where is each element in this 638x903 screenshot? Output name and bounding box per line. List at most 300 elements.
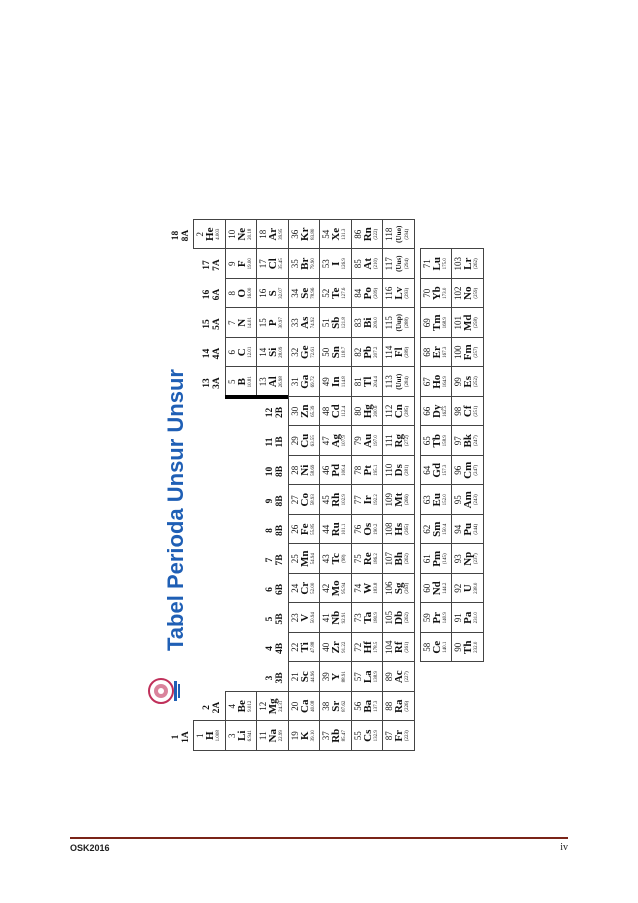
atomic-mass: 138.9: [373, 671, 379, 683]
atomic-mass: (266): [405, 494, 410, 506]
atomic-number: 22: [289, 642, 300, 652]
element-cell: [451, 573, 484, 604]
group-subgroup: 8B: [275, 465, 285, 478]
element-cell: [351, 721, 384, 752]
atomic-number: 34: [289, 288, 300, 298]
element-cell: [420, 573, 453, 604]
atomic-number: 109: [384, 493, 394, 507]
element-symbol: Rf: [393, 641, 405, 654]
atomic-number: 106: [384, 581, 394, 595]
atomic-number: 21: [289, 672, 300, 682]
atomic-mass: 186.2: [373, 553, 379, 565]
group-number: 16: [202, 289, 212, 300]
atomic-number: 93: [453, 554, 463, 564]
atomic-number: 6: [226, 350, 237, 355]
element-cell: [420, 603, 453, 634]
atomic-number: 74: [352, 583, 363, 593]
element-cell: [288, 278, 321, 309]
atomic-number: 116: [384, 286, 394, 300]
atomic-mass: 30.97: [279, 317, 284, 329]
atomic-number: 8: [226, 291, 237, 296]
atomic-number: 66: [421, 406, 432, 416]
atomic-number: 1: [195, 733, 205, 738]
group-header: [265, 429, 285, 455]
atomic-mass: 140.1: [442, 641, 448, 653]
atomic-mass: (252): [474, 376, 479, 388]
atomic-number: 45: [321, 495, 331, 505]
periodic-table: [141, 193, 479, 763]
atomic-mass: 107.9: [342, 435, 347, 447]
element-cell: [288, 662, 321, 693]
element-symbol: Ir: [361, 495, 374, 505]
atomic-mass: 72.61: [310, 346, 316, 358]
element-cell: [256, 308, 289, 339]
element-cell: [288, 249, 321, 280]
element-cell: [420, 337, 453, 368]
element-symbol: Bi: [361, 317, 374, 328]
atomic-mass: 121.8: [342, 317, 347, 329]
atomic-number: 16: [258, 288, 268, 298]
group-number: 17: [202, 260, 212, 270]
element-symbol: Se: [298, 287, 311, 299]
group-subgroup: 5B: [275, 613, 285, 625]
atomic-mass: (281): [405, 464, 410, 476]
element-symbol: Ac: [393, 670, 405, 684]
element-cell: [420, 249, 453, 280]
element-symbol: (Uut): [395, 373, 403, 390]
atomic-mass: 32.07: [279, 287, 284, 299]
atomic-mass: 79.90: [310, 258, 316, 270]
element-cell: [288, 544, 321, 575]
element-symbol: Ra: [393, 699, 405, 713]
element-cell: [420, 632, 453, 663]
element-symbol: Er: [430, 346, 443, 359]
atomic-number: 5: [226, 379, 237, 384]
element-cell: [225, 367, 258, 398]
element-cell: [256, 691, 289, 722]
atomic-number: 31: [289, 377, 300, 387]
element-symbol: Be: [235, 700, 248, 713]
element-symbol: Li: [235, 730, 248, 741]
element-cell: [319, 367, 352, 398]
element-cell: [420, 278, 453, 309]
atomic-number: 83: [352, 318, 363, 328]
element-cell: [319, 514, 352, 545]
element-cell: [319, 721, 352, 752]
group-header: [265, 577, 285, 603]
element-cell: [382, 485, 415, 516]
atomic-number: 115: [384, 316, 394, 330]
group-subgroup: 2A: [212, 701, 222, 714]
atomic-mass: 10.81: [247, 376, 253, 388]
element-symbol: Db: [393, 610, 405, 625]
element-symbol: C: [235, 348, 248, 357]
element-cell: [451, 278, 484, 309]
atomic-number: 67: [421, 377, 432, 387]
element-symbol: Na: [267, 729, 279, 743]
atomic-mass: (294): [405, 258, 410, 270]
element-cell: [451, 308, 484, 339]
atomic-mass: (210): [373, 258, 379, 270]
atomic-mass: 127.6: [342, 287, 347, 299]
atomic-number: 37: [321, 731, 331, 741]
atomic-number: 20: [289, 701, 300, 711]
element-symbol: Cr: [298, 581, 311, 595]
atomic-number: 28: [289, 465, 300, 475]
atomic-mass: 28.09: [279, 346, 284, 358]
element-symbol: Pa: [462, 611, 474, 624]
element-symbol: Po: [361, 287, 374, 300]
group-number: 14: [202, 348, 212, 359]
element-symbol: Bk: [462, 434, 474, 448]
atomic-number: 4: [226, 704, 237, 709]
element-cell: [225, 337, 258, 368]
atomic-number: 80: [352, 406, 363, 416]
element-symbol: Dy: [430, 404, 443, 418]
element-cell: [319, 544, 352, 575]
atomic-number: 54: [321, 229, 331, 239]
element-cell: [351, 367, 384, 398]
group-number: 6: [265, 587, 275, 592]
element-symbol: Rb: [330, 728, 342, 743]
element-cell: [225, 308, 258, 339]
atomic-number: 24: [289, 583, 300, 593]
atomic-mass: 47.88: [310, 641, 316, 653]
element-cell: [351, 308, 384, 339]
atomic-mass: 39.10: [310, 730, 316, 742]
atomic-number: 79: [352, 436, 363, 446]
atomic-mass: (262): [405, 612, 410, 624]
atomic-number: 36: [289, 229, 300, 239]
atomic-mass: (243): [474, 494, 479, 506]
atomic-number: 118: [384, 227, 394, 241]
group-header: [265, 606, 285, 632]
element-symbol: Zr: [330, 641, 342, 654]
atomic-number: 73: [352, 613, 363, 623]
element-symbol: Fl: [393, 347, 405, 358]
atomic-mass: 78.96: [310, 287, 316, 299]
atomic-mass: 118.7: [342, 346, 347, 358]
element-cell: [256, 367, 289, 398]
atomic-mass: 14.01: [247, 317, 253, 329]
atomic-mass: 35.45: [279, 258, 284, 270]
atomic-mass: 157.3: [442, 464, 448, 476]
atomic-mass: 140.9: [442, 612, 448, 624]
element-symbol: Xe: [330, 227, 342, 241]
element-symbol: Ni: [298, 464, 311, 476]
element-symbol: Mt: [393, 492, 405, 507]
group-subgroup: 8B: [275, 524, 285, 537]
element-symbol: Sm: [430, 521, 443, 537]
atomic-number: 26: [289, 524, 300, 534]
element-symbol: Sn: [330, 346, 342, 359]
element-symbol: Bh: [393, 552, 405, 566]
atomic-number: 95: [453, 495, 463, 505]
atomic-number: 76: [352, 524, 363, 534]
element-cell: [351, 514, 384, 545]
atomic-mass: (258): [474, 317, 479, 329]
atomic-mass: 144.2: [442, 582, 448, 594]
element-cell: [382, 632, 415, 663]
atomic-mass: 40.08: [310, 700, 316, 712]
atomic-number: 25: [289, 554, 300, 564]
element-symbol: K: [298, 731, 311, 741]
atomic-mass: 152.0: [442, 494, 448, 506]
element-symbol: W: [361, 582, 374, 594]
group-number: 11: [265, 437, 275, 447]
atomic-number: 42: [321, 583, 331, 593]
atomic-number: 35: [289, 259, 300, 269]
element-cell: [319, 396, 352, 427]
group-header: [265, 547, 285, 573]
element-symbol: Pm: [430, 550, 443, 567]
element-symbol: Nd: [430, 581, 443, 596]
element-cell: [288, 573, 321, 604]
group-subgroup: 7A: [212, 259, 222, 271]
group-number: 7: [265, 557, 275, 563]
atomic-number: 51: [321, 318, 331, 328]
element-cell: [382, 426, 415, 457]
atomic-mass: 231.0: [474, 612, 479, 624]
atomic-number: 107: [384, 552, 394, 566]
atomic-number: 81: [352, 377, 363, 387]
element-cell: [351, 426, 384, 457]
atomic-number: 77: [352, 495, 363, 505]
group-number: 9: [265, 498, 275, 504]
atomic-mass: 24.31: [279, 700, 284, 712]
group-number: 18: [170, 230, 181, 241]
atomic-mass: 58.69: [310, 464, 316, 476]
element-symbol: Sr: [330, 700, 342, 712]
element-symbol: Pb: [361, 345, 374, 359]
element-cell: [382, 691, 415, 722]
element-symbol: H: [204, 731, 216, 741]
atomic-mass: (226): [405, 700, 410, 712]
element-cell: [256, 249, 289, 280]
element-symbol: V: [298, 613, 311, 622]
element-cell: [420, 367, 453, 398]
element-cell: [420, 396, 453, 427]
group-subgroup: 7B: [275, 554, 285, 566]
atomic-number: 32: [289, 347, 300, 357]
element-cell: [420, 485, 453, 516]
element-symbol: (Uus): [395, 255, 403, 272]
element-cell: [225, 219, 258, 250]
atomic-number: 89: [384, 672, 394, 682]
group-number: 1: [170, 734, 181, 740]
element-cell: [288, 219, 321, 250]
element-cell: [288, 367, 321, 398]
element-symbol: Np: [462, 551, 474, 566]
element-cell: [451, 514, 484, 545]
atomic-mass: (285): [405, 405, 410, 417]
atomic-mass: 9.012: [247, 700, 253, 712]
element-symbol: Zn: [298, 404, 311, 418]
atomic-mass: 173.0: [442, 287, 448, 299]
atomic-mass: 180.9: [373, 612, 379, 624]
atomic-number: 43: [321, 554, 331, 564]
atomic-mass: (251): [474, 405, 479, 417]
element-symbol: Ta: [361, 611, 374, 624]
atomic-number: 59: [421, 613, 432, 623]
atomic-mass: 204.4: [373, 376, 379, 388]
group-number: 3: [265, 675, 275, 681]
element-symbol: Au: [361, 433, 374, 448]
atomic-mass: 26.98: [279, 376, 284, 388]
element-cell: [420, 426, 453, 457]
atomic-mass: (244): [474, 523, 479, 535]
atomic-mass: 183.8: [373, 582, 379, 594]
group-subgroup: 8A: [180, 229, 191, 242]
group-subgroup: 3A: [212, 377, 222, 389]
element-symbol: Hs: [393, 522, 405, 536]
atomic-mass: 132.9: [373, 730, 379, 742]
atomic-mass: 54.94: [310, 553, 316, 565]
element-cell: [382, 308, 415, 339]
atomic-mass: 106.4: [342, 464, 347, 476]
atomic-mass: (145): [442, 553, 448, 565]
atomic-mass: 195.1: [373, 464, 379, 476]
atomic-mass: (284): [405, 376, 410, 388]
atomic-mass: 69.72: [310, 376, 316, 388]
element-symbol: Th: [462, 640, 474, 654]
atomic-number: 2: [195, 232, 205, 237]
element-symbol: O: [235, 288, 248, 298]
atomic-mass: 164.9: [442, 376, 448, 388]
atomic-number: 96: [453, 465, 463, 475]
element-cell: [319, 632, 352, 663]
atomic-mass: 92.91: [342, 612, 347, 624]
element-symbol: Pr: [430, 611, 443, 624]
group-number: 2: [202, 705, 212, 710]
element-symbol: Ho: [430, 374, 443, 389]
element-symbol: Sg: [393, 582, 405, 595]
group-number: 10: [265, 466, 275, 477]
element-symbol: Rn: [361, 227, 374, 242]
atomic-number: 48: [321, 406, 331, 416]
element-cell: [319, 662, 352, 693]
element-cell: [288, 514, 321, 545]
atomic-mass: 12.01: [247, 346, 253, 358]
atomic-number: 41: [321, 613, 331, 623]
atomic-mass: 126.9: [342, 258, 347, 270]
element-cell: [319, 308, 352, 339]
atomic-number: 65: [421, 436, 432, 446]
atomic-mass: 58.93: [310, 494, 316, 506]
element-cell: [288, 337, 321, 368]
atomic-number: 64: [421, 465, 432, 475]
element-symbol: Fe: [298, 523, 311, 536]
element-symbol: (Uup): [395, 314, 403, 332]
atomic-number: 30: [289, 406, 300, 416]
element-cell: [451, 485, 484, 516]
element-cell: [451, 249, 484, 280]
group-header: [171, 223, 191, 249]
atomic-number: 40: [321, 642, 331, 652]
atomic-number: 108: [384, 522, 394, 536]
atomic-number: 60: [421, 583, 432, 593]
atomic-mass: 4.003: [216, 228, 221, 240]
atomic-number: 19: [289, 731, 300, 741]
atomic-mass: (259): [474, 287, 479, 299]
element-symbol: U: [462, 584, 474, 593]
element-symbol: Cn: [393, 404, 405, 419]
element-symbol: Ag: [330, 434, 342, 448]
document-title: Tabel Perioda Unsur Unsur: [163, 369, 188, 651]
element-cell: [382, 544, 415, 575]
atomic-number: 58: [421, 642, 432, 652]
atomic-mass: (265): [405, 523, 410, 535]
atomic-mass: (261): [405, 641, 410, 653]
atomic-mass: 150.4: [442, 523, 448, 535]
element-cell: [382, 278, 415, 309]
atomic-number: 62: [421, 524, 432, 534]
atomic-mass: 16.00: [247, 287, 253, 299]
group-number: 15: [202, 319, 212, 329]
metal-nonmetal-staircase: [225, 395, 288, 399]
group-subgroup: 3B: [275, 672, 285, 684]
group-subgroup: 6B: [275, 583, 285, 596]
atomic-mass: (294): [405, 228, 410, 240]
atomic-number: 18: [258, 229, 268, 239]
element-symbol: Pd: [330, 463, 342, 477]
element-cell: [351, 219, 384, 250]
footer-page-number: iv: [560, 842, 568, 853]
group-subgroup: 5A: [212, 318, 222, 330]
atomic-number: 63: [421, 495, 432, 505]
atomic-number: 112: [384, 404, 394, 418]
element-cell: [382, 662, 415, 693]
atomic-mass: 238.0: [474, 582, 479, 594]
atomic-mass: 207.2: [373, 346, 379, 358]
atomic-number: 111: [384, 434, 394, 448]
atomic-mass: 63.55: [310, 435, 316, 447]
atomic-number: 113: [384, 375, 394, 389]
atomic-mass: (288): [405, 317, 410, 329]
element-cell: [319, 573, 352, 604]
group-header: [202, 341, 222, 367]
element-symbol: Eu: [430, 493, 443, 507]
element-cell: [319, 603, 352, 634]
element-symbol: Tb: [430, 434, 443, 448]
atomic-number: 117: [384, 257, 394, 271]
element-symbol: Co: [298, 493, 311, 507]
group-subgroup: 2B: [275, 406, 285, 419]
element-cell: [256, 337, 289, 368]
atomic-number: 9: [226, 261, 237, 266]
atomic-mass: 6.941: [247, 730, 253, 742]
element-symbol: Nb: [330, 610, 342, 625]
atomic-mass: 65.39: [310, 405, 316, 417]
element-symbol: I: [330, 261, 342, 266]
element-cell: [351, 691, 384, 722]
group-header: [265, 636, 285, 662]
element-cell: [351, 662, 384, 693]
atomic-mass: 197.0: [373, 435, 379, 447]
atomic-number: 46: [321, 465, 331, 475]
element-symbol: Cd: [330, 404, 342, 419]
atomic-number: 105: [384, 611, 394, 625]
atomic-mass: 167.3: [442, 346, 448, 358]
atomic-number: 12: [258, 701, 268, 711]
element-symbol: Ba: [361, 699, 374, 713]
element-symbol: Ga: [298, 374, 311, 389]
element-symbol: Te: [330, 287, 342, 299]
atomic-mass: 39.95: [279, 228, 284, 240]
atomic-mass: 175.0: [442, 258, 448, 270]
element-cell: [288, 426, 321, 457]
atomic-mass: 95.94: [342, 582, 347, 594]
